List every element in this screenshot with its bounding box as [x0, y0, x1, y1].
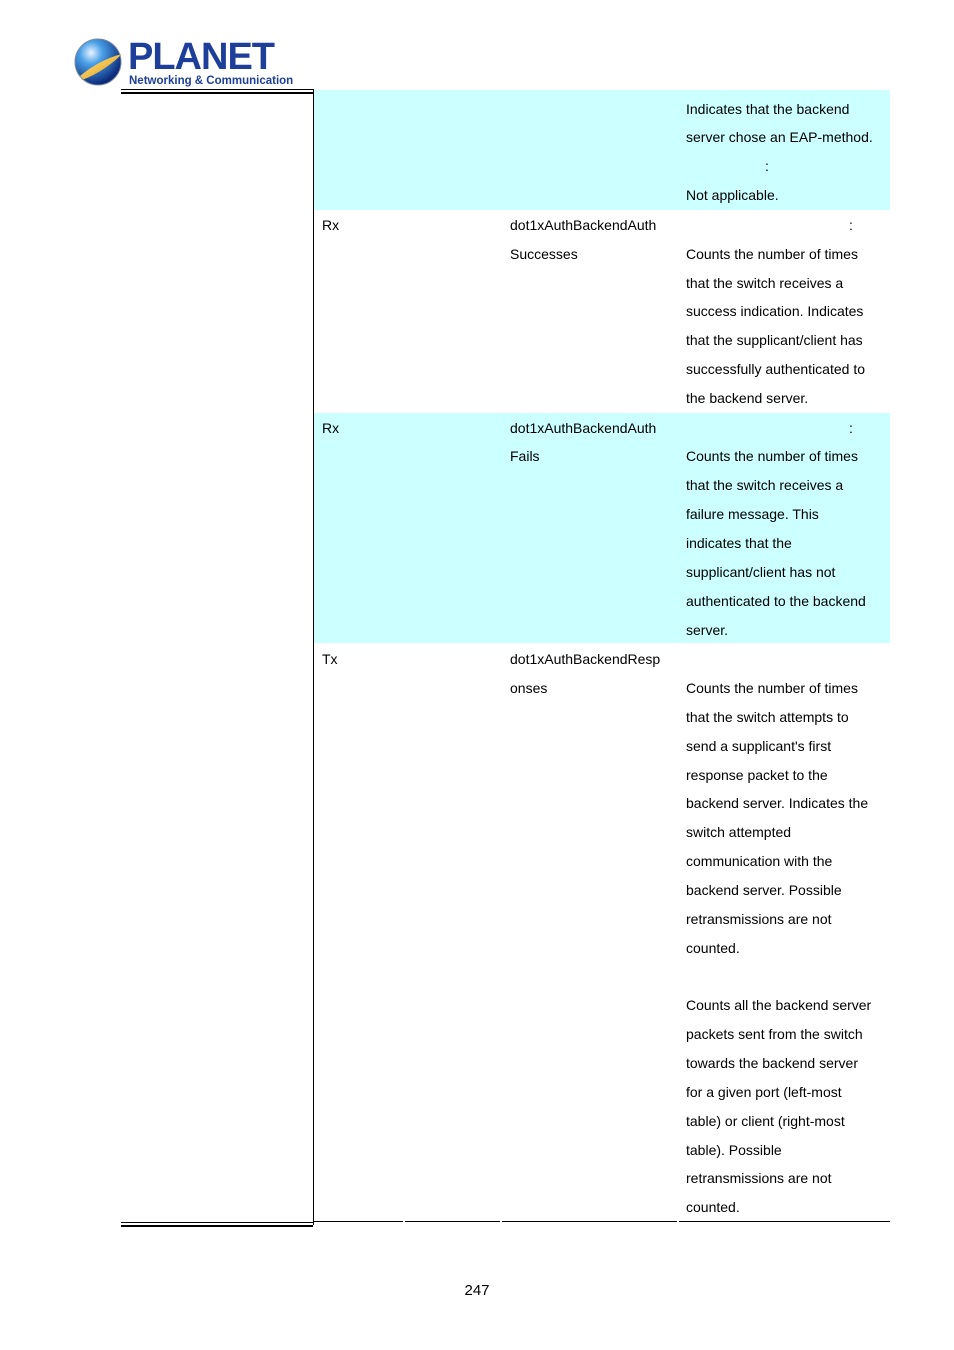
description-line: success indication. Indicates — [686, 303, 864, 319]
description-line: towards the backend server — [686, 1055, 858, 1071]
description-line: Counts the number of times — [686, 680, 858, 696]
globe-icon — [72, 36, 124, 88]
description-line: authenticated to the backend — [686, 593, 866, 609]
description-line: switch attempted — [686, 824, 792, 840]
description-line: backend server. Indicates the — [686, 795, 869, 811]
left-rule-top — [121, 89, 313, 90]
table-bottom-rule — [405, 1221, 500, 1222]
description-line: server chose an EAP-method. — [686, 129, 873, 145]
description-line: server. — [686, 622, 729, 638]
description-line: Counts all the backend server — [686, 997, 872, 1013]
description-line: that the switch receives a — [686, 477, 844, 493]
table-bottom-rule — [314, 1221, 403, 1222]
counter-line: Fails — [510, 448, 540, 464]
left-rule-bottom — [121, 1222, 313, 1223]
table-row — [314, 210, 890, 413]
description-line: Not applicable. — [686, 187, 779, 203]
description-line: send a supplicant's first — [686, 738, 832, 754]
direction-cell: Rx — [322, 420, 340, 436]
description-line: retransmissions are not — [686, 911, 832, 927]
description-line: that the supplicant/client has — [686, 332, 863, 348]
description-line: counted. — [686, 1199, 740, 1215]
description-line: table). Possible — [686, 1142, 782, 1158]
counter-line: dot1xAuthBackendAuth — [510, 420, 657, 436]
counter-line: dot1xAuthBackendAuth — [510, 217, 657, 233]
direction-cell: Rx — [322, 217, 340, 233]
description-line: for a given port (left-most — [686, 1084, 842, 1100]
logo-wordmark: PLANET — [128, 36, 274, 78]
description-line: backend server. Possible — [686, 882, 842, 898]
description-colon: : — [849, 217, 853, 233]
description-line: supplicant/client has not — [686, 564, 836, 580]
counter-line: Successes — [510, 246, 578, 262]
planet-logo — [72, 36, 294, 92]
left-rule-bottom-thick — [121, 1225, 313, 1227]
description-line: Indicates that the backend — [686, 101, 850, 117]
description-line: Counts the number of times — [686, 246, 858, 262]
left-rule-top-thick — [121, 92, 313, 94]
page-number: 247 — [464, 1282, 490, 1299]
table-row — [314, 90, 890, 210]
direction-cell: Tx — [322, 651, 338, 667]
description-line: that the switch attempts to — [686, 709, 849, 725]
description-line: failure message. This — [686, 506, 819, 522]
table-row — [314, 643, 890, 1221]
table-bottom-rule — [679, 1221, 890, 1222]
description-colon: : — [849, 420, 853, 436]
table-row — [314, 413, 890, 643]
description-colon: : — [765, 158, 769, 174]
counter-line: onses — [510, 680, 548, 696]
counter-line: dot1xAuthBackendResp — [510, 651, 661, 667]
description-line: that the switch receives a — [686, 275, 844, 291]
description-line: packets sent from the switch — [686, 1026, 863, 1042]
table-bottom-rule — [502, 1221, 677, 1222]
description-line: communication with the — [686, 853, 833, 869]
description-line: successfully authenticated to — [686, 361, 865, 377]
description-line: indicates that the — [686, 535, 792, 551]
description-line: response packet to the — [686, 767, 828, 783]
description-line: table) or client (right-most — [686, 1113, 845, 1129]
description-line: counted. — [686, 940, 740, 956]
logo-tagline: Networking & Communication — [129, 75, 294, 87]
description-line: retransmissions are not — [686, 1170, 832, 1186]
description-line: the backend server. — [686, 390, 809, 406]
description-line: Counts the number of times — [686, 448, 858, 464]
